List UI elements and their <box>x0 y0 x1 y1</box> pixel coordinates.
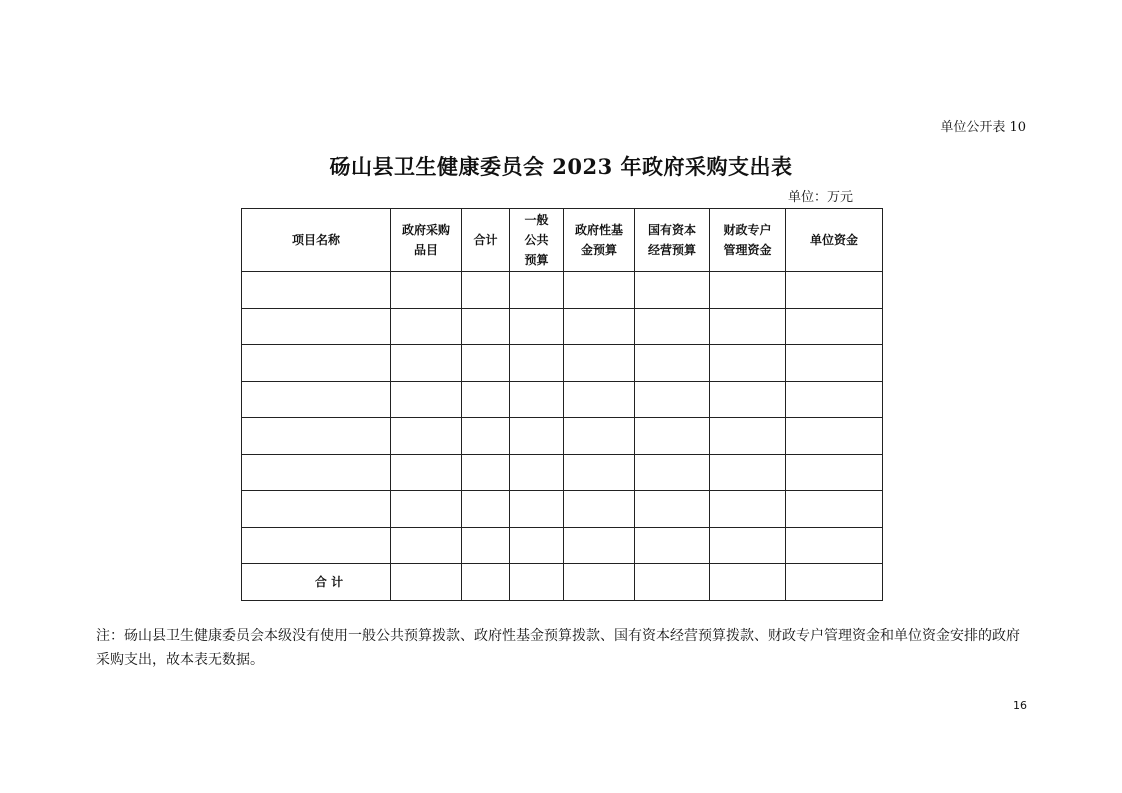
table-cell <box>564 381 635 418</box>
table-cell <box>462 491 510 528</box>
table-cell <box>242 308 391 345</box>
table-row <box>242 272 883 309</box>
table-cell <box>391 527 462 564</box>
table-cell <box>242 527 391 564</box>
table-cell <box>510 381 564 418</box>
table-row <box>242 491 883 528</box>
table-cell <box>510 491 564 528</box>
table-cell <box>786 491 883 528</box>
table-cell <box>710 491 786 528</box>
table-cell <box>564 527 635 564</box>
table-number-label: 单位公开表 10 <box>940 120 1026 135</box>
total-cell <box>564 564 635 601</box>
table-cell <box>242 454 391 491</box>
column-header-state-capital-budget: 国有资本 经营预算 <box>635 209 710 272</box>
table-cell <box>710 418 786 455</box>
table-cell <box>635 491 710 528</box>
table-cell <box>710 381 786 418</box>
column-header-special-account-funds: 财政专户 管理资金 <box>710 209 786 272</box>
table-cell <box>710 272 786 309</box>
table-cell <box>391 491 462 528</box>
table-cell <box>635 381 710 418</box>
table-cell <box>510 272 564 309</box>
table-note: 注：砀山县卫生健康委员会本级没有使用一般公共预算拨款、政府性基金预算拨款、国有资本经营预算拨款、财政专户管理资金和单位资金安排的政府采购支出，故本表无数据。 <box>96 628 1020 668</box>
table-cell <box>462 345 510 382</box>
column-header-total: 合计 <box>462 209 510 272</box>
table-row <box>242 454 883 491</box>
table-cell <box>786 454 883 491</box>
page-number: 16 <box>1013 699 1027 712</box>
document-title: 砀山县卫生健康委员会 2023 年政府采购支出表 <box>329 154 793 179</box>
table-cell <box>462 527 510 564</box>
table-cell <box>635 454 710 491</box>
column-header-government-fund-budget: 政府性基 金预算 <box>564 209 635 272</box>
total-cell <box>391 564 462 601</box>
table-cell <box>510 345 564 382</box>
table-cell <box>391 418 462 455</box>
table-cell <box>564 345 635 382</box>
table-cell <box>391 272 462 309</box>
table-row <box>242 308 883 345</box>
table-cell <box>710 345 786 382</box>
total-row-label: 合 计 <box>242 564 391 601</box>
table-cell <box>391 308 462 345</box>
total-cell <box>462 564 510 601</box>
table-row <box>242 345 883 382</box>
table-cell <box>635 345 710 382</box>
total-cell <box>786 564 883 601</box>
table-cell <box>710 527 786 564</box>
table-cell <box>242 345 391 382</box>
table-cell <box>462 381 510 418</box>
table-cell <box>242 418 391 455</box>
table-cell <box>391 381 462 418</box>
table-cell <box>510 308 564 345</box>
procurement-expenditure-table <box>241 208 883 601</box>
table-row <box>242 527 883 564</box>
table-cell <box>710 308 786 345</box>
table-cell <box>242 381 391 418</box>
unit-label: 单位：万元 <box>788 190 854 205</box>
table-cell <box>242 491 391 528</box>
table-cell <box>564 454 635 491</box>
table-cell <box>786 308 883 345</box>
table-cell <box>564 491 635 528</box>
table-cell <box>510 418 564 455</box>
table-cell <box>462 418 510 455</box>
table-cell <box>635 527 710 564</box>
table-cell <box>786 272 883 309</box>
table-cell <box>564 418 635 455</box>
total-cell <box>510 564 564 601</box>
table-cell <box>635 308 710 345</box>
table-row <box>242 381 883 418</box>
column-header-procurement-item: 政府采购 品目 <box>391 209 462 272</box>
table-row <box>242 418 883 455</box>
table-cell <box>462 454 510 491</box>
table-cell <box>510 454 564 491</box>
table-header-row <box>242 209 883 272</box>
table-cell <box>635 272 710 309</box>
column-header-general-budget: 一般 公共 预算 <box>510 209 564 272</box>
table-cell <box>462 308 510 345</box>
table-cell <box>564 272 635 309</box>
column-header-unit-funds: 单位资金 <box>786 209 883 272</box>
table-cell <box>710 454 786 491</box>
table-cell <box>786 527 883 564</box>
table-total-row <box>242 564 883 601</box>
table-cell <box>786 418 883 455</box>
total-cell <box>635 564 710 601</box>
table-cell <box>462 272 510 309</box>
table-cell <box>510 527 564 564</box>
table-cell <box>242 272 391 309</box>
table-cell <box>786 381 883 418</box>
table-cell <box>391 345 462 382</box>
table-cell <box>391 454 462 491</box>
total-cell <box>710 564 786 601</box>
table-cell <box>635 418 710 455</box>
column-header-project-name: 项目名称 <box>242 209 391 272</box>
table-cell <box>786 345 883 382</box>
table-cell <box>564 308 635 345</box>
